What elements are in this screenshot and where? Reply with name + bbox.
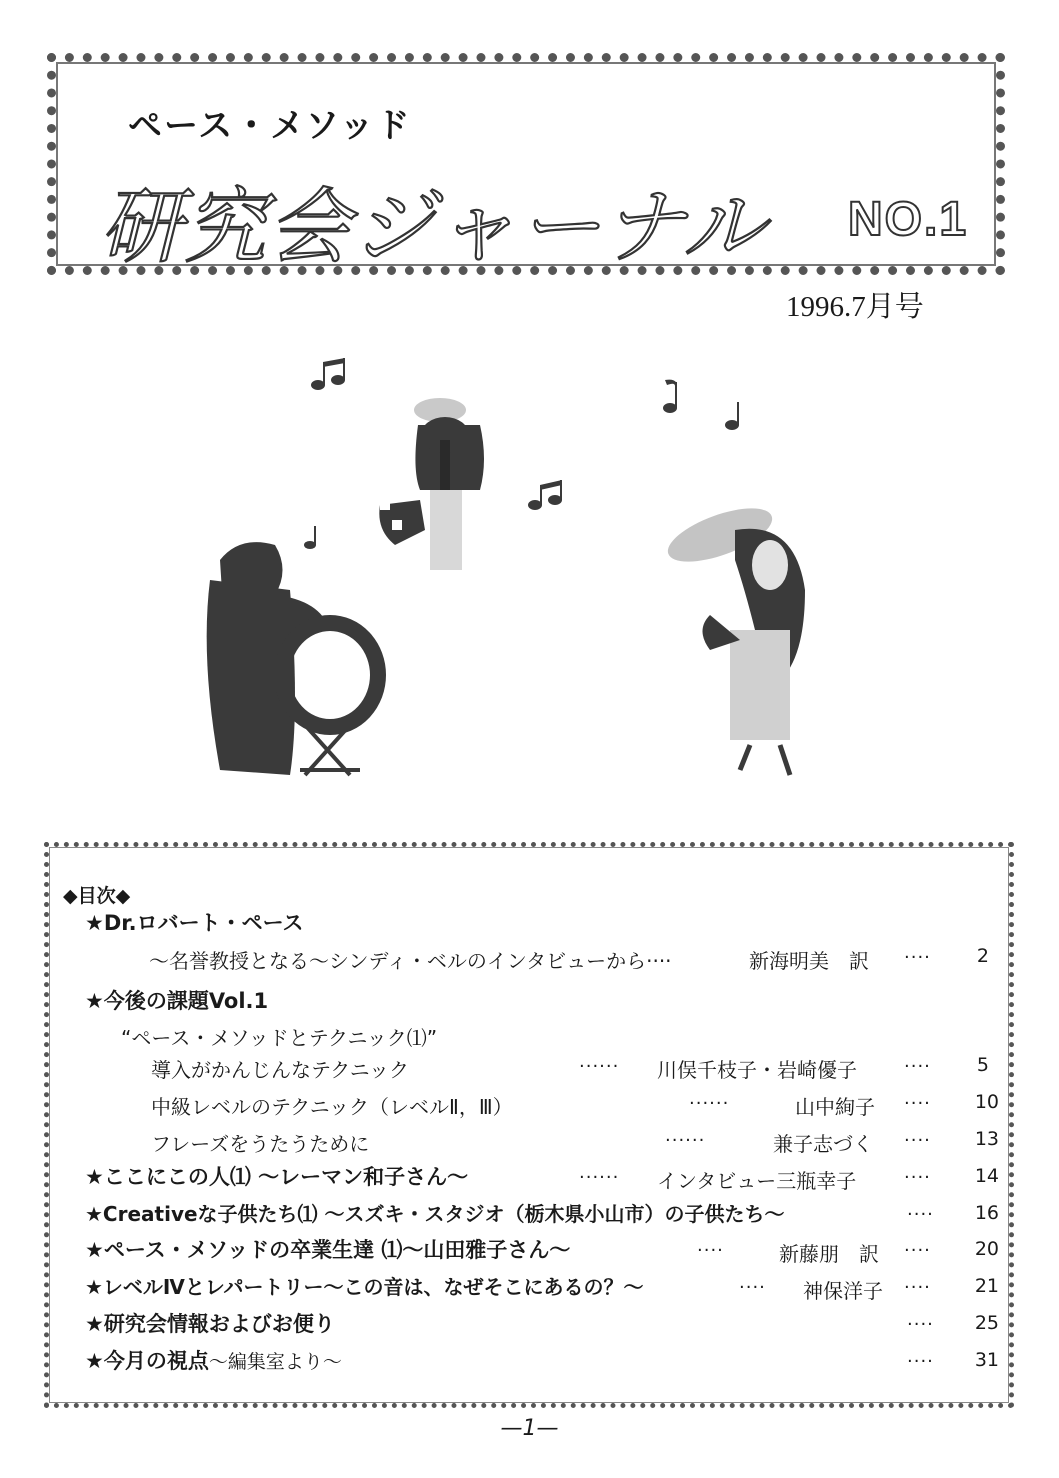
toc-entry-subtitle: 〜編集室より〜 — [208, 1351, 342, 1373]
toc-page-number: 31 — [974, 1349, 999, 1371]
music-notes-group — [304, 358, 739, 549]
toc-entry-this-person: ★ここにこの人⑴ 〜レーマン和子さん〜 — [85, 1165, 469, 1189]
toc-leader-dots: ···· — [697, 1240, 724, 1261]
toc-entry-subtitle: 〜名誉教授となる〜シンディ・ベルのインタビューから···· — [149, 949, 672, 973]
toc-entry-subtitle: “ペース・メソッドとテクニック⑴” — [121, 1026, 438, 1050]
toc-author: 山中絢子 — [795, 1095, 875, 1119]
toc-leader-dots: ···· — [739, 1277, 766, 1298]
toc-page-number: 16 — [974, 1202, 999, 1224]
issue-date: 1996.7月号 — [786, 291, 924, 323]
toc-leader-dots: ···· — [907, 1314, 934, 1335]
toc-item-title: フレーズをうたうために — [151, 1132, 370, 1156]
bear-drum-figure — [207, 542, 378, 775]
toc-author: 神保洋子 — [803, 1279, 883, 1303]
issue-number: NO.1 — [848, 193, 969, 246]
lion-tambourine-figure — [661, 497, 805, 775]
musical-animals-illustration — [180, 330, 880, 810]
music-note-icon — [311, 358, 345, 390]
page-footer-number: —1— — [500, 1416, 559, 1441]
journal-subtitle: ペース・メソッド — [128, 106, 412, 146]
toc-leader-dots: ···· — [904, 1093, 931, 1114]
toc-entry-robert-pace: ★Dr.ロバート・ペース — [85, 911, 304, 935]
toc-leader-dots: ···· — [904, 1240, 931, 1261]
toc-leader-dots: ······ — [665, 1130, 706, 1151]
toc-leader-dots: ···· — [907, 1351, 934, 1372]
raccoon-clarinet-figure — [379, 398, 484, 570]
toc-page-number: 14 — [974, 1165, 999, 1187]
toc-entry-research-info: ★研究会情報およびお便り — [85, 1312, 335, 1336]
toc-page-number: 5 — [976, 1054, 989, 1076]
music-note-icon — [528, 480, 562, 510]
toc-page-number: 13 — [974, 1128, 999, 1150]
toc-item-title: 導入がかんじんなテクニック — [151, 1058, 409, 1082]
toc-entry-graduates: ★ペース・メソッドの卒業生達 ⑴〜山田雅子さん〜 — [85, 1238, 571, 1262]
toc-page-number: 25 — [974, 1312, 999, 1334]
toc-leader-dots: ···· — [904, 1056, 931, 1077]
toc-leader-dots: ···· — [904, 1167, 931, 1188]
toc-author: 新藤朋 訳 — [779, 1242, 879, 1266]
toc-leader-dots: ···· — [904, 1130, 931, 1151]
toc-page-number: 2 — [976, 945, 989, 967]
toc-entry-level-4-repertoire: ★レベルⅣとレパートリー〜この音は、なぜそこにあるの？〜 — [85, 1275, 644, 1299]
toc-heading: ◆目次◆ — [63, 885, 131, 907]
toc-leader-dots: ······ — [579, 1056, 620, 1077]
toc-entry-creative-children: ★Creativeな子供たち⑴ 〜スズキ・スタジオ（栃木県小山市）の子供たち〜 — [85, 1202, 785, 1226]
music-note-icon — [725, 402, 739, 430]
toc-leader-dots: ···· — [907, 1204, 934, 1225]
journal-title: 研究会ジャーナル — [100, 180, 767, 275]
toc-author: 川俣千枝子・岩崎優子 — [657, 1058, 857, 1082]
toc-page-number: 21 — [974, 1275, 999, 1297]
music-note-icon — [663, 380, 677, 413]
toc-entry-viewpoint — [85, 1347, 342, 1375]
toc-leader-dots: ···· — [904, 947, 931, 968]
toc-leader-dots: ······ — [689, 1093, 730, 1114]
toc-page-number: 20 — [974, 1238, 999, 1260]
toc-author: 新海明美 訳 — [749, 949, 869, 973]
toc-page-number: 10 — [974, 1091, 999, 1113]
toc-item-title: 中級レベルのテクニック（レベルⅡ，Ⅲ） — [151, 1095, 513, 1119]
music-note-icon — [304, 526, 316, 549]
toc-leader-dots: ······ — [579, 1167, 620, 1188]
toc-author: インタビュー三瓶幸子 — [657, 1169, 857, 1193]
table-of-contents — [44, 842, 1014, 1408]
toc-entry-title: ★今月の視点 — [85, 1349, 209, 1373]
toc-author: 兼子志づく — [773, 1132, 873, 1156]
toc-entry-future-topics: ★今後の課題Vol.1 — [85, 989, 269, 1013]
toc-leader-dots: ···· — [904, 1277, 931, 1298]
header-box — [47, 53, 1005, 275]
